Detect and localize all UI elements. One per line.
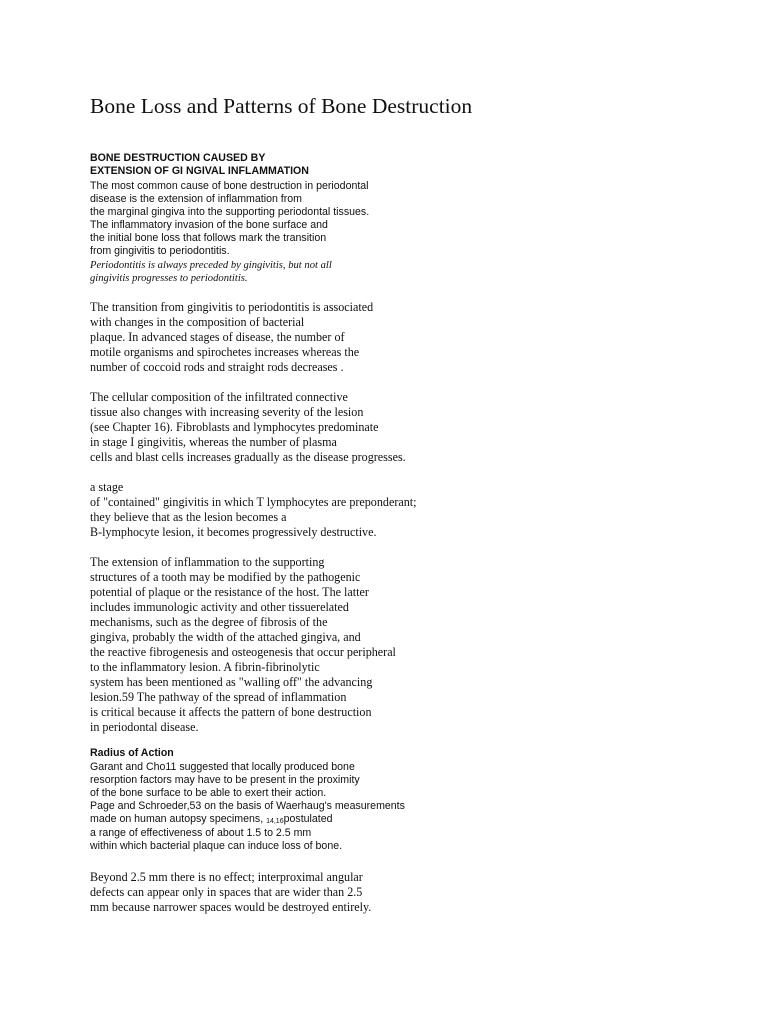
text-line: Garant and Cho11 suggested that locally produced bone [90,761,355,773]
text-line: the marginal gingiva into the supporting periodontal tissues. [90,206,370,218]
paragraph-transition [90,300,373,375]
text-line: gingiva, probably the width of the attached gingiva, and [90,630,361,644]
paragraph-cellular-composition [90,390,406,465]
text-line: they believe that as the lesion becomes a [90,510,287,524]
text-line: includes immunologic activity and other tissuerelated [90,600,349,614]
text-line: The most common cause of bone destruction in periodontal [90,180,369,192]
text-line: lesion.59 The pathway of the spread of inflammation [90,690,347,704]
text-line: Page and Schroeder,53 on the basis of Waerhaug's measurements [90,800,405,812]
text-line: number of coccoid rods and straight rods decreases . [90,360,344,374]
citation-reference: 14,16 [266,818,284,825]
text-line: in periodontal disease. [90,720,199,734]
text-line: the reactive fibrogenesis and osteogenesis that occur peripheral [90,645,396,659]
text-line: with changes in the composition of bacterial [90,315,305,329]
section-heading-radius-of-action [90,747,174,760]
text-line: is critical because it affects the pattern of bone destruction [90,705,372,719]
italic-line: gingivitis progresses to periodontitis. [90,273,248,284]
text-line: The inflammatory invasion of the bone surface and [90,219,328,231]
section-heading-bone-destruction [90,152,309,178]
text-line: Beyond 2.5 mm there is no effect; interproximal angular [90,870,363,884]
text-line: resorption factors may have to be present in the proximity [90,774,360,786]
heading-line: EXTENSION OF GI NGIVAL INFLAMMATION [90,165,309,177]
text-line: plaque. In advanced stages of disease, the number of [90,330,345,344]
text-line: B-lymphocyte lesion, it becomes progressively destructive. [90,525,377,539]
paragraph-beyond-2-5mm [90,870,371,915]
text-line: of the bone surface to be able to exert their action. [90,787,327,799]
text-line: system has been mentioned as "walling off" the advancing [90,675,373,689]
text-segment: postulated [283,813,333,825]
italic-line: Periodontitis is always preceded by gingivitis, but not all [90,260,332,271]
heading-line: BONE DESTRUCTION CAUSED BY [90,152,266,164]
text-line: structures of a tooth may be modified by the pathogenic [90,570,361,584]
text-line: to the inflammatory lesion. A fibrin-fibrinolytic [90,660,320,674]
text-line: mechanisms, such as the degree of fibrosis of the [90,615,328,629]
text-line: potential of plaque or the resistance of the host. The latter [90,585,369,599]
text-line: The cellular composition of the infiltrated connective [90,390,348,404]
text-line: (see Chapter 16). Fibroblasts and lymphocytes predominate [90,420,379,434]
text-line: a stage [90,480,124,494]
text-line: cells and blast cells increases gradually as the disease progresses. [90,450,406,464]
text-line-with-reference [90,813,405,827]
text-line: in stage I gingivitis, whereas the number of plasma [90,435,337,449]
paragraph-contained-gingivitis [90,480,416,540]
text-line: The extension of inflammation to the supporting [90,555,325,569]
text-segment: made on human autopsy specimens, [90,813,267,825]
text-line: disease is the extension of inflammation from [90,193,302,205]
text-line: within which bacterial plaque can induce loss of bone. [90,840,343,852]
section1-italic-note [90,259,332,285]
text-line: from gingivitis to periodontitis. [90,245,230,257]
section2-body [90,761,405,853]
text-line: the initial bone loss that follows mark the transition [90,232,327,244]
heading-line: Radius of Action [90,747,174,759]
page-title: Bone Loss and Patterns of Bone Destruction [90,94,473,118]
text-line: defects can appear only in spaces that are wider than 2.5 [90,885,363,899]
text-line: motile organisms and spirochetes increases whereas the [90,345,360,359]
section1-body [90,180,369,258]
paragraph-extension-of-inflammation [90,555,396,735]
text-line: of "contained" gingivitis in which T lymphocytes are preponderant; [90,495,417,509]
text-line: a range of effectiveness of about 1.5 to 2.5 mm [90,827,312,839]
text-line: The transition from gingivitis to periodontitis is associated [90,300,374,314]
text-line: mm because narrower spaces would be destroyed entirely. [90,900,372,914]
text-line: tissue also changes with increasing severity of the lesion [90,405,364,419]
